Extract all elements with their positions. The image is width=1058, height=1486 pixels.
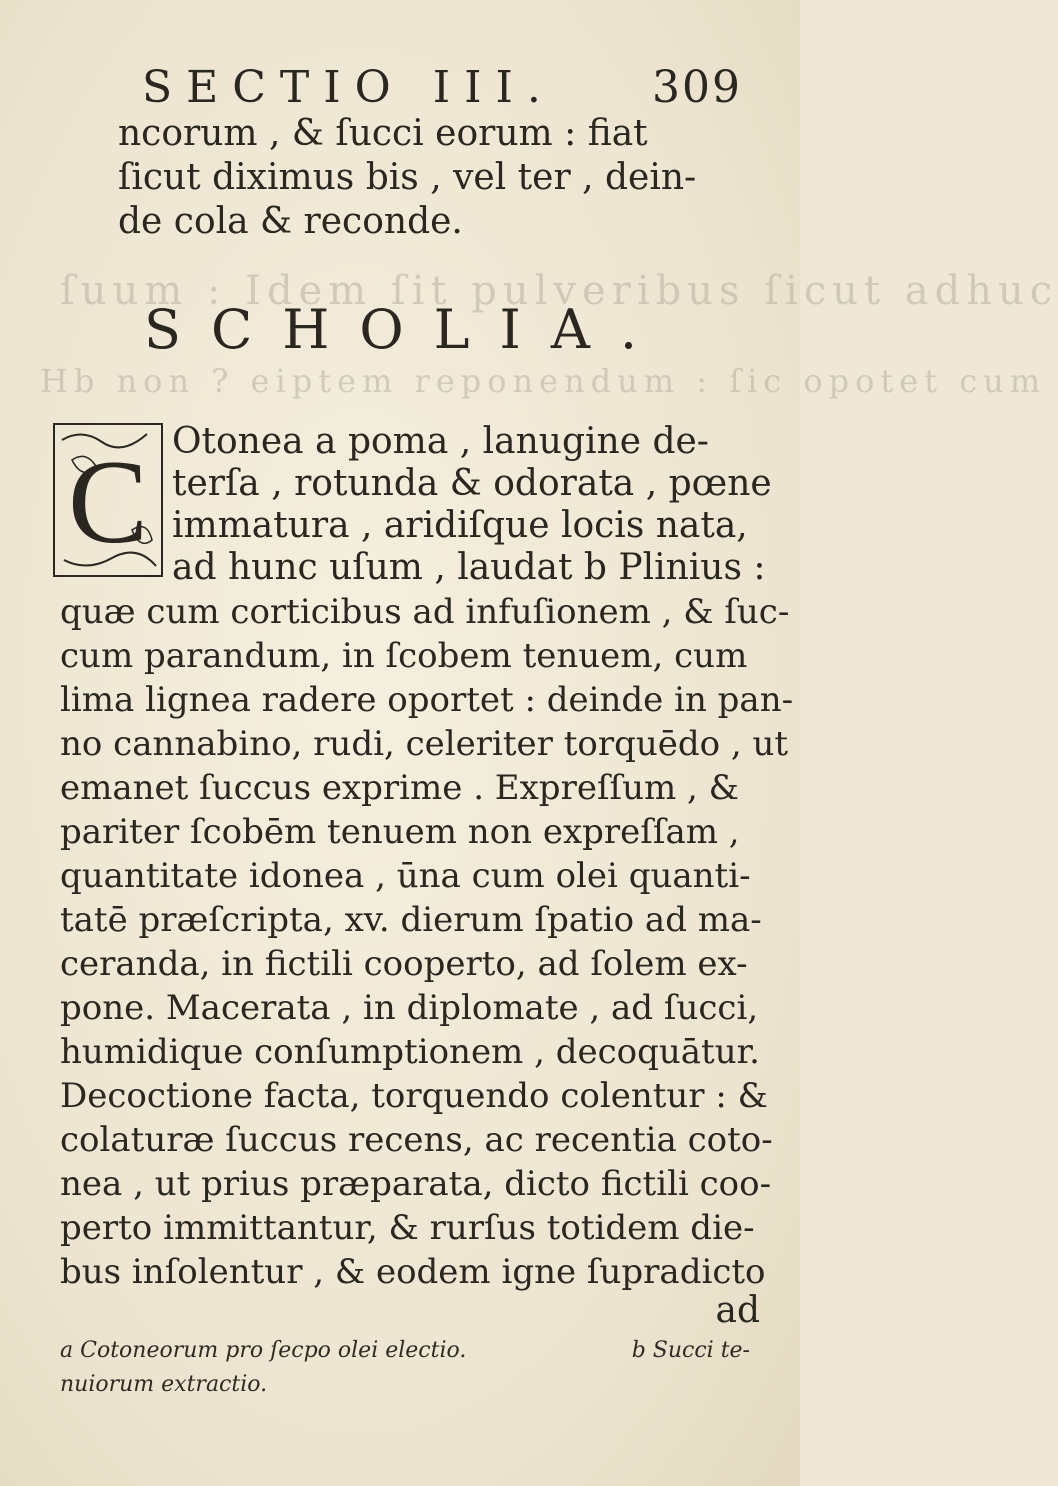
text-line: cum parandum, in ſcobem tenuem, cum xyxy=(60,636,748,676)
text-line: no cannabino, rudi, celeriter torquēdo , ut xyxy=(60,724,789,764)
text-line: pariter ſcobēm tenuem non expreſſam , xyxy=(60,812,740,852)
bleed-through-text: Hb non ? eiptem reponendum : ſic opotet cum xyxy=(40,362,1047,400)
dropcap-letter: C xyxy=(67,435,149,568)
text-line: nea , ut prius præparata, dicto fictili coo- xyxy=(60,1164,772,1204)
catchword: ad xyxy=(715,1290,760,1331)
text-line: immatura , aridiſque locis nata, xyxy=(172,505,748,546)
footnote-b: b Succi te- xyxy=(631,1338,750,1363)
text-line: quantitate idonea , ūna cum olei quanti- xyxy=(60,856,751,896)
text-line: ncorum , & ſucci eorum : fiat xyxy=(118,113,648,154)
running-header xyxy=(142,62,742,114)
section-title: SECTIO III. xyxy=(142,62,555,113)
text-line: terſa , rotunda & odorata , pœne xyxy=(172,463,772,504)
footnote-b-continuation: nuiorum extractio. xyxy=(60,1372,268,1397)
text-line: Decoctione facta, torquendo colentur : & xyxy=(60,1076,768,1116)
text-line: ceranda, in fictili cooperto, ad ſolem ex- xyxy=(60,944,748,984)
bleed-through-text: ſuum : Idem ſit pulveribus ſicut adhuc xyxy=(60,268,1058,314)
text-line: ſicut diximus bis , vel ter , dein- xyxy=(118,157,697,198)
text-line: lima lignea radere oportet : deinde in pan- xyxy=(60,680,794,720)
text-line: colaturæ ſuccus recens, ac recentia coto- xyxy=(60,1120,773,1160)
text-line: Otonea a poma , lanugine de- xyxy=(172,421,709,462)
text-line: ad hunc uſum , laudat b Plinius : xyxy=(172,547,766,588)
text-line: de cola & reconde. xyxy=(118,201,463,242)
text-line: bus inſolentur , & eodem igne ſupradicto xyxy=(60,1252,766,1292)
text-line: tatē præſcripta, xv. dierum ſpatio ad ma- xyxy=(60,900,762,940)
text-line: perto immittantur, & rurſus totidem die- xyxy=(60,1208,755,1248)
page-number: 309 xyxy=(652,62,742,113)
ornamental-initial xyxy=(52,420,164,580)
section-heading: SCHOLIA. xyxy=(144,298,668,361)
text-line: pone. Macerata , in diplomate , ad ſucci, xyxy=(60,988,759,1028)
text-line: emanet ſuccus exprime . Expreſſum , & xyxy=(60,768,739,808)
text-line: humidique conſumptionem , decoquātur. xyxy=(60,1032,760,1072)
text-line: quæ cum corticibus ad infuſionem , & ſuc- xyxy=(60,592,790,632)
footnote-a: a Cotoneorum pro ſecpo olei electio. xyxy=(60,1338,467,1363)
